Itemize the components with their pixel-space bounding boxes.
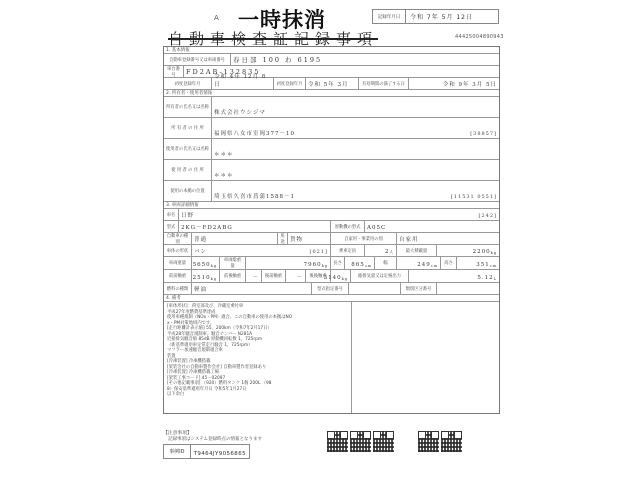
front-rear-axle-value: － bbox=[246, 270, 262, 282]
registration-row bbox=[164, 54, 499, 66]
owner-address-label: 所 有 者 の 住 所 bbox=[164, 118, 212, 138]
first-registration-value: 令和 4年 12月 8日 bbox=[212, 78, 274, 89]
body-shape-label: 車体の形状 bbox=[164, 245, 192, 256]
rear-rear-axle-number: 3140 bbox=[323, 275, 342, 281]
user-address-label: 使 用 者 の 住 所 bbox=[164, 160, 212, 180]
note-line: 近接排気騒音値 85dB 原動機回転数 1，725rpm bbox=[167, 337, 263, 342]
user-address-value: ＊＊＊ bbox=[214, 173, 234, 179]
use-label: 用途 bbox=[278, 233, 288, 244]
unit: cm bbox=[364, 264, 372, 268]
max-load-value bbox=[437, 245, 499, 256]
category-value bbox=[437, 283, 499, 294]
dimensions-row bbox=[164, 257, 499, 270]
fuel-label: 燃料の種類 bbox=[164, 283, 192, 294]
body-shape-value bbox=[192, 245, 331, 256]
base-location-text: 埼玉県久喜市菖蒲1588－1 bbox=[214, 194, 295, 200]
capacity-value bbox=[365, 245, 397, 256]
note-line: x・PM対策地域内です。 bbox=[167, 320, 215, 326]
length-value bbox=[345, 257, 375, 269]
unit: cm bbox=[489, 264, 497, 268]
width-label: 幅 bbox=[375, 257, 397, 269]
width-number: 249 bbox=[417, 262, 431, 268]
case-id-value: T9464JY9056865 bbox=[193, 451, 246, 457]
user-address-row bbox=[164, 160, 499, 181]
base-location-row bbox=[164, 181, 499, 202]
rear-rear-axle-label: 後後軸重 bbox=[306, 270, 331, 282]
type-value: 普通 bbox=[192, 233, 278, 244]
note-line: [冷凍装置] 冷凍機搭載工場 bbox=[167, 370, 219, 375]
first-year-label: 初度登録年月 bbox=[274, 78, 306, 89]
record-date-value: 令和 7年 5月 12日 bbox=[410, 14, 473, 21]
expiry-value: 令和 9年 3月 5日 bbox=[442, 82, 497, 88]
chassis-value: FD2AB-132835 bbox=[186, 68, 261, 76]
model-row bbox=[164, 221, 499, 233]
unit: kg bbox=[210, 277, 217, 281]
unit: kg bbox=[210, 264, 217, 268]
height-value bbox=[457, 257, 499, 269]
front-rear-axle-label: 前後軸重 bbox=[220, 270, 246, 282]
section-title: 4. 備考 bbox=[166, 296, 181, 301]
qr-code-icon bbox=[418, 431, 439, 452]
document-title: 自動車検査証記録事項 bbox=[168, 30, 379, 48]
capacity-number: 2 bbox=[385, 249, 390, 255]
front-front-axle-number: 2510 bbox=[192, 275, 211, 281]
capacity-unit: 人 bbox=[389, 250, 394, 254]
category-label: 類別区分番号 bbox=[401, 283, 437, 294]
gross-weight-value bbox=[246, 257, 331, 269]
note-line: （新基準適用車定常走行騒音 1，725rpm） bbox=[167, 342, 253, 348]
rear-front-axle-value: － bbox=[286, 270, 306, 282]
body-shape-text: バン bbox=[194, 249, 208, 255]
user-name-value: ＊＊＊ bbox=[214, 152, 234, 158]
engine-label: 原動機の型式 bbox=[331, 221, 365, 232]
base-location-label: 使用の本拠の位置 bbox=[164, 181, 212, 201]
make-label: 車名 bbox=[164, 209, 179, 220]
owner-address-text: 福岡県八女市室岡377－10 bbox=[214, 131, 295, 137]
user-name-row bbox=[164, 139, 499, 160]
note-line: 使用車種規制（NOx・PM）適合。この自動車の使用の本拠はNO bbox=[167, 315, 293, 320]
qr-code-icon bbox=[441, 431, 462, 452]
section-title: 3. 車両詳細情報 bbox=[166, 203, 199, 208]
make-value bbox=[179, 209, 499, 220]
base-location-value bbox=[212, 181, 499, 201]
note-line: [その他記載事項] （920）燃料タンク 1個 200L （98 bbox=[167, 381, 272, 386]
notes-text bbox=[164, 302, 352, 413]
notes-right-blank bbox=[352, 302, 499, 413]
body-row bbox=[164, 245, 499, 257]
length-label: 長さ bbox=[331, 257, 345, 269]
model-label: 型式 bbox=[164, 221, 179, 232]
note-line: 装置 bbox=[167, 353, 176, 359]
height-number: 351 bbox=[476, 262, 490, 268]
notes-row bbox=[164, 302, 499, 413]
note-line: マフラー加速騒音規制適合車 bbox=[167, 348, 223, 353]
record-date-label: 記録年月日 bbox=[373, 10, 406, 23]
use-value: 貨物 bbox=[288, 233, 331, 244]
dates-row bbox=[164, 74, 499, 90]
unit: kg bbox=[321, 264, 328, 268]
qr-code-icon bbox=[350, 431, 371, 452]
document-number: 44425004890943 bbox=[455, 34, 504, 40]
owner-name-label: 所有者の氏名又は名称 bbox=[164, 97, 212, 117]
note-line: [冷凍装置] 冷凍機搭載 bbox=[167, 359, 211, 364]
note-line: [車体形状]：荷室部及び、冷蔵室乗付車 bbox=[167, 304, 244, 309]
section-1-header bbox=[164, 47, 499, 54]
type-row bbox=[164, 233, 499, 245]
max-load-unit: kg bbox=[490, 251, 497, 255]
model-designation-value bbox=[349, 283, 401, 294]
note-line: [架装会社の自動車製作会社] 自動車製作者登録あり bbox=[167, 364, 267, 370]
section-title: 1. 基本情報 bbox=[166, 48, 190, 53]
note-line: 平成28年騒音規制車。騒音ナンバー N281A bbox=[167, 331, 253, 337]
model-value: 2KG－FD2ABG bbox=[179, 221, 331, 232]
registration-value: 春日部 100 わ 6195 bbox=[233, 56, 323, 64]
engine-value: A05C bbox=[367, 225, 387, 231]
width-value bbox=[397, 257, 441, 269]
length-number: 865 bbox=[351, 262, 365, 268]
rear-rear-axle-value bbox=[323, 270, 351, 282]
displacement-number: 5.12 bbox=[477, 275, 494, 281]
owner-address-code: [38857] bbox=[470, 131, 497, 137]
gross-weight-label: 車両総重量 bbox=[220, 257, 246, 269]
stamp-letter: A bbox=[214, 14, 219, 22]
expiry-label: 有効期間の満了する日 bbox=[359, 78, 409, 89]
fuel-value: 軽油 bbox=[192, 283, 312, 294]
first-year-value: 令和 5年 3月 bbox=[306, 78, 359, 89]
unit: kg bbox=[341, 277, 348, 281]
unit: L bbox=[493, 277, 497, 281]
record-date-box bbox=[372, 9, 499, 24]
qr-code-icon bbox=[373, 431, 394, 452]
record-form-table bbox=[163, 46, 500, 414]
user-name-label: 使用者の氏名又は名称 bbox=[164, 139, 212, 159]
vehicle-weight-label: 車両重量 bbox=[164, 257, 192, 269]
qr-code-icon bbox=[327, 431, 348, 452]
section-title: 2. 所有者・使用者情報 bbox=[166, 91, 213, 96]
case-id-box bbox=[163, 444, 250, 459]
registration-label: 自動車登録番号又は車両番号 bbox=[164, 54, 231, 65]
vehicle-weight-value bbox=[192, 257, 220, 269]
owner-address-row bbox=[164, 118, 499, 139]
max-load-label: 最大積載量 bbox=[397, 245, 437, 256]
chassis-label: 車台番号 bbox=[164, 66, 184, 77]
gross-weight-number: 7960 bbox=[303, 262, 322, 268]
fuel-row bbox=[164, 283, 499, 295]
height-label: 高さ bbox=[441, 257, 457, 269]
section-2-header bbox=[164, 90, 499, 97]
note-line: [架装工事コード] 45－02097 bbox=[167, 375, 226, 381]
private-commercial-label: 自家用・事業用の別 bbox=[331, 233, 397, 244]
make-text: 日野 bbox=[181, 213, 195, 219]
max-load-number: 2200 bbox=[472, 249, 491, 255]
vehicle-weight-number: 5650 bbox=[192, 262, 211, 268]
owner-name-value: 株式会社ウシジマ bbox=[214, 110, 266, 116]
temporary-deregistration-stamp: 一時抹消 bbox=[238, 8, 326, 32]
front-front-axle-label: 前前軸重 bbox=[164, 270, 192, 282]
front-front-axle-value bbox=[192, 270, 220, 282]
first-registration-label: 初度登録年月 bbox=[164, 78, 212, 89]
capacity-label: 乗車定員 bbox=[331, 245, 365, 256]
note-line: [走行距離計表示値] 55，200km（令和7年2月17日） bbox=[167, 326, 272, 331]
model-designation-label: 型式指定番号 bbox=[312, 283, 349, 294]
owner-name-row bbox=[164, 97, 499, 118]
displacement-value bbox=[409, 270, 499, 282]
private-commercial-value: 自家用 bbox=[399, 237, 419, 243]
make-row bbox=[164, 209, 499, 221]
type-label: 自動車の種別 bbox=[164, 233, 192, 244]
unit: cm bbox=[430, 264, 438, 268]
owner-address-value bbox=[212, 118, 499, 138]
caution-title: 【注意事項】 bbox=[163, 431, 192, 436]
note-line: 平成27年度燃費基準達成 bbox=[167, 309, 216, 315]
case-id-label: 事例ID bbox=[164, 445, 191, 458]
body-shape-code: [021] bbox=[309, 249, 328, 255]
section-4-header bbox=[164, 295, 499, 302]
note-line: 8）保安基準適用年月日 令和5年1月27日 bbox=[167, 386, 247, 392]
base-location-code: [11531 0551] bbox=[450, 194, 497, 200]
section-3-header bbox=[164, 202, 499, 209]
note-line: 以下余白 bbox=[167, 392, 185, 397]
displacement-label: 総排気量又は定格出力 bbox=[351, 270, 409, 282]
rear-front-axle-label: 後前軸重 bbox=[262, 270, 286, 282]
axle-weights-row bbox=[164, 270, 499, 283]
make-code: [242] bbox=[478, 213, 497, 219]
caution-text: 記録事項はシステム登録時点の情報となります bbox=[168, 437, 263, 442]
